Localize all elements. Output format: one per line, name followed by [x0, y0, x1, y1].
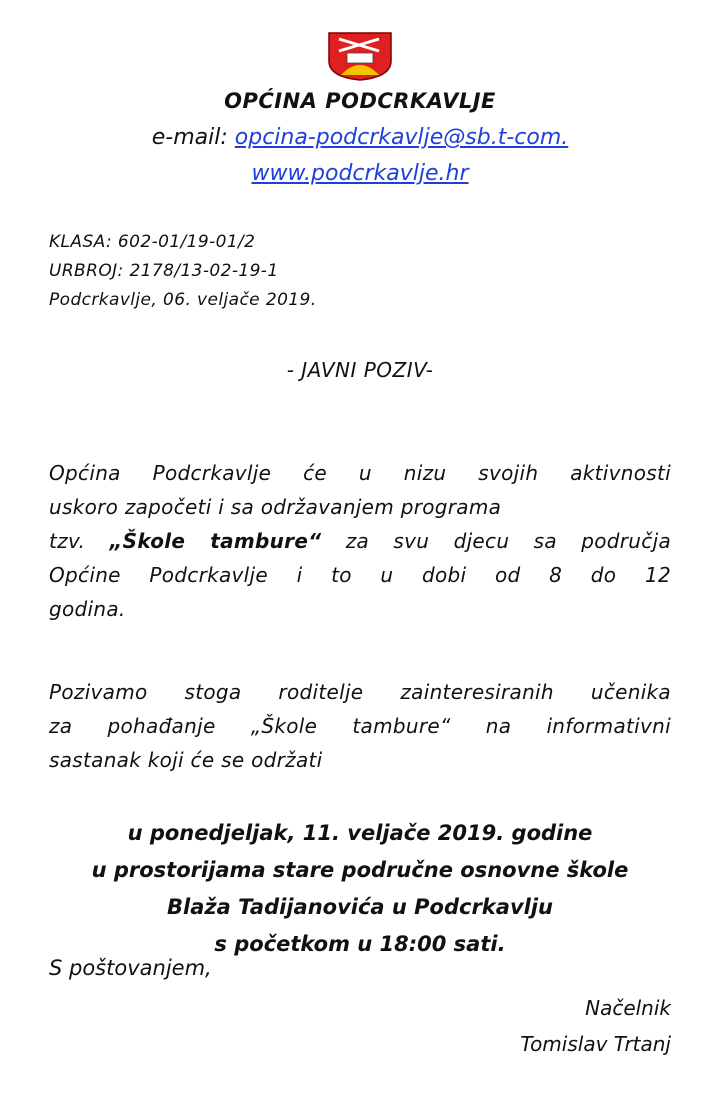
coat-of-arms-icon — [327, 31, 393, 81]
program-name: „Škole tambure“ — [109, 529, 322, 553]
paragraph-line: Općina Podcrkavlje će u nizu svojih aktivnosti — [49, 461, 671, 485]
signature-role: Načelnik — [585, 996, 671, 1020]
paragraph-invitation — [49, 675, 671, 777]
meeting-location: u prostorijama stare područne osnovne škole — [91, 858, 629, 882]
organization-name: OPĆINA PODCRKAVLJE — [224, 89, 496, 113]
paragraph-line: godina. — [49, 597, 126, 621]
meeting-date: u ponedjeljak, 11. veljače 2019. godine — [127, 821, 593, 845]
signature-name: Tomislav Trtanj — [520, 1032, 671, 1056]
paragraph-line — [49, 524, 671, 558]
paragraph-announcement — [49, 456, 671, 626]
line-text: za svu djecu sa područja — [321, 529, 671, 553]
paragraph-line: za pohađanje „Škole tambure“ na informativni — [49, 714, 671, 738]
email-line — [0, 125, 720, 150]
email-link[interactable]: opcina-podcrkavlje@sb.t-com. — [234, 125, 569, 150]
website-link[interactable]: www.podcrkavlje.hr — [251, 161, 469, 186]
paragraph-line: Općine Podcrkavlje i to u dobi od 8 do 12 — [49, 563, 671, 587]
paragraph-line: Pozivamo stoga roditelje zainteresiranih učenika — [49, 680, 671, 704]
meeting-details — [0, 815, 720, 963]
closing-salutation: S poštovanjem, — [49, 956, 212, 980]
email-label: e-mail: — [151, 125, 228, 150]
paragraph-line: sastanak koji će se održati — [49, 748, 323, 772]
klasa-line: KLASA: 602-01/19-01/2 — [49, 232, 256, 252]
meeting-time: s početkom u 18:00 sati. — [214, 932, 506, 956]
paragraph-line: uskoro započeti i sa održavanjem programa — [49, 495, 502, 519]
line-text: tzv. — [49, 529, 110, 553]
urbroj-line: URBROJ: 2178/13-02-19-1 — [49, 261, 279, 281]
document-title: - JAVNI POZIV- — [286, 358, 434, 382]
place-date-line: Podcrkavlje, 06. veljače 2019. — [49, 290, 317, 310]
website-line — [0, 161, 720, 186]
meeting-school: Blaža Tadijanovića u Podcrkavlju — [167, 895, 553, 919]
